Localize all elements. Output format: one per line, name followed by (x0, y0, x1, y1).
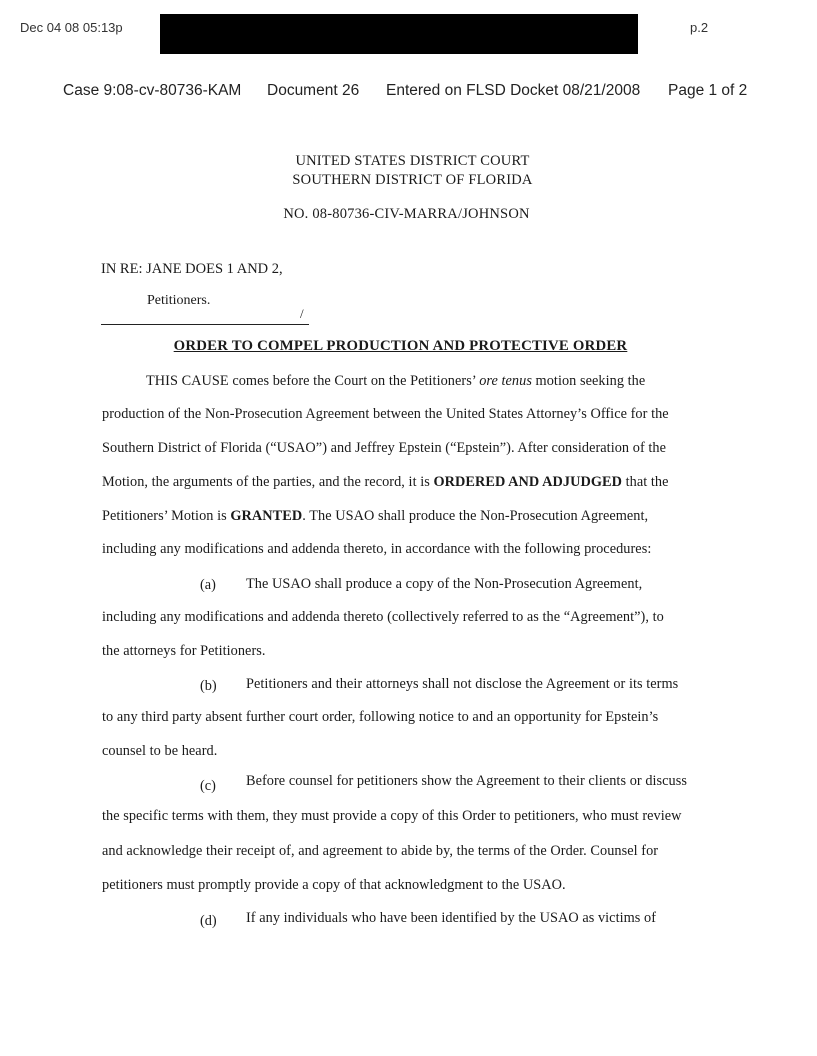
body-line: Petitioners and their attorneys shall not disclose the Agreement or its terms (246, 676, 679, 692)
body-line: If any individuals who have been identified by the USAO as victims of (246, 910, 657, 926)
body-line: Southern District of Florida (“USAO”) and Jeffrey Epstein (“Epstein”). After consideration of the (102, 440, 666, 456)
case-number: Case 9:08-cv-80736-KAM (63, 82, 242, 99)
caption-case-number: NO. 08-80736-CIV-MARRA/JOHNSON (283, 206, 530, 222)
body-line (146, 373, 645, 390)
item-label-b: (b) (200, 678, 217, 694)
document-number: Document 26 (267, 82, 360, 99)
text-run: . The USAO shall produce the Non-Prosecution Agreement, (302, 508, 649, 524)
page-count: Page 1 of 2 (668, 82, 748, 99)
body-line: including any modifications and addenda thereto, in accordance with the following procedures: (102, 541, 652, 557)
caption-in-re: IN RE: JANE DOES 1 AND 2, (101, 261, 283, 277)
redaction-bar (160, 14, 638, 54)
body-line: including any modifications and addenda thereto (collectively referred to as the “Agreement”), to (102, 609, 664, 625)
body-line: to any third party absent further court order, following notice to and an opportunity for Epstein’s (102, 709, 659, 725)
item-label-c: (c) (200, 778, 216, 794)
item-label-a: (a) (200, 577, 216, 593)
body-line: production of the Non-Prosecution Agreement between the United States Attorney’s Office for the (102, 406, 669, 422)
body-line: the specific terms with them, they must provide a copy of this Order to petitioners, who must review (102, 808, 682, 824)
text-run-bold: GRANTED (230, 508, 303, 524)
body-line: petitioners must promptly provide a copy of that acknowledgment to the USAO. (102, 877, 566, 893)
text-run: Petitioners’ Motion is (102, 508, 231, 524)
body-line: the attorneys for Petitioners. (102, 643, 266, 659)
body-line: and acknowledge their receipt of, and agreement to abide by, the terms of the Order. Counsel for (102, 843, 659, 859)
text-run: motion seeking the (531, 373, 646, 389)
caption-rule (101, 324, 309, 325)
text-run: Motion, the arguments of the parties, and the record, it is (102, 474, 434, 490)
body-line (102, 508, 648, 525)
body-line: Before counsel for petitioners show the Agreement to their clients or discuss (246, 773, 687, 789)
court-district: SOUTHERN DISTRICT OF FLORIDA (292, 172, 533, 188)
caption-petitioners: Petitioners. (147, 293, 211, 308)
body-line: counsel to be heard. (102, 743, 218, 759)
caption-slash: / (300, 306, 304, 321)
text-run: THIS CAUSE comes before the Court on the Petitioners’ (146, 373, 480, 389)
fax-header-page: p.2 (690, 20, 709, 35)
text-run-bold: ORDERED AND ADJUDGED (433, 474, 622, 490)
fax-header-left: Dec 04 08 05:13p (20, 20, 123, 35)
court-name: UNITED STATES DISTRICT COURT (295, 153, 530, 169)
body-line (102, 474, 668, 491)
entered-on-docket: Entered on FLSD Docket 08/21/2008 (386, 82, 641, 99)
body-line: The USAO shall produce a copy of the Non-Prosecution Agreement, (246, 576, 643, 592)
item-label-d: (d) (200, 913, 217, 929)
order-title: ORDER TO COMPEL PRODUCTION AND PROTECTIVE ORDER (173, 338, 628, 354)
text-run: that the (621, 474, 669, 490)
text-run-italic: ore tenus (479, 373, 532, 389)
